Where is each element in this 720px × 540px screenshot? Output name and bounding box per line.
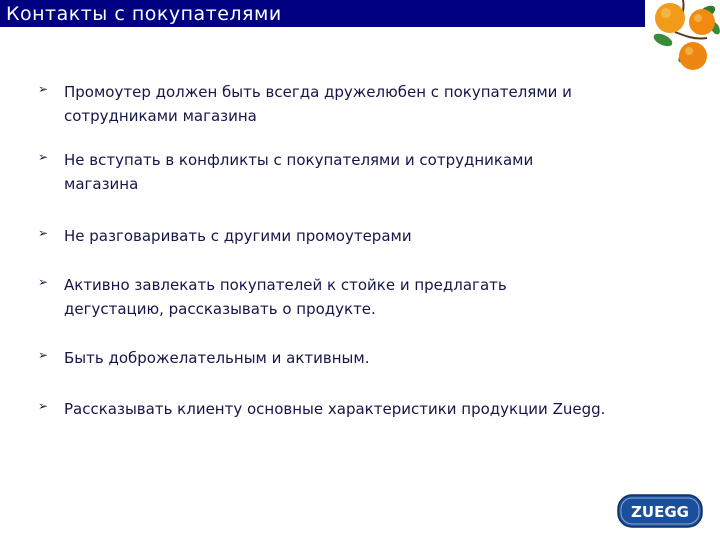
bullet-item xyxy=(38,80,658,128)
arrowhead-icon: ➢ xyxy=(38,150,49,164)
arrowhead-icon: ➢ xyxy=(38,275,49,289)
bullet-text: Активно завлекать покупателей к стойке и предлагать дегустацию, рассказывать о продукте. xyxy=(64,276,507,318)
arrowhead-icon: ➢ xyxy=(38,226,49,240)
bullet-text: Промоутер должен быть всегда дружелюбен с покупателями и сотрудниками магазина xyxy=(64,83,572,125)
bullet-text: Не разговаривать с другими промоутерами xyxy=(64,227,412,245)
slide-title: Контакты с покупателями xyxy=(6,3,282,25)
logo-text: ZUEGG xyxy=(631,503,689,521)
title-bar xyxy=(0,0,645,27)
bullet-item xyxy=(38,148,658,196)
arrowhead-icon: ➢ xyxy=(38,82,49,96)
bullet-item xyxy=(38,224,658,248)
apricot-branch-icon xyxy=(645,0,720,80)
zuegg-logo xyxy=(617,494,703,528)
bullet-text: Рассказывать клиенту основные характеристики продукции Zuegg. xyxy=(64,400,606,418)
bullet-item xyxy=(38,397,658,421)
arrowhead-icon: ➢ xyxy=(38,348,49,362)
arrowhead-icon: ➢ xyxy=(38,399,49,413)
bullet-item xyxy=(38,273,658,321)
bullet-text: Не вступать в конфликты с покупателями и сотрудниками магазина xyxy=(64,151,534,193)
bullet-item xyxy=(38,346,658,370)
bullet-text: Быть доброжелательным и активным. xyxy=(64,349,370,367)
